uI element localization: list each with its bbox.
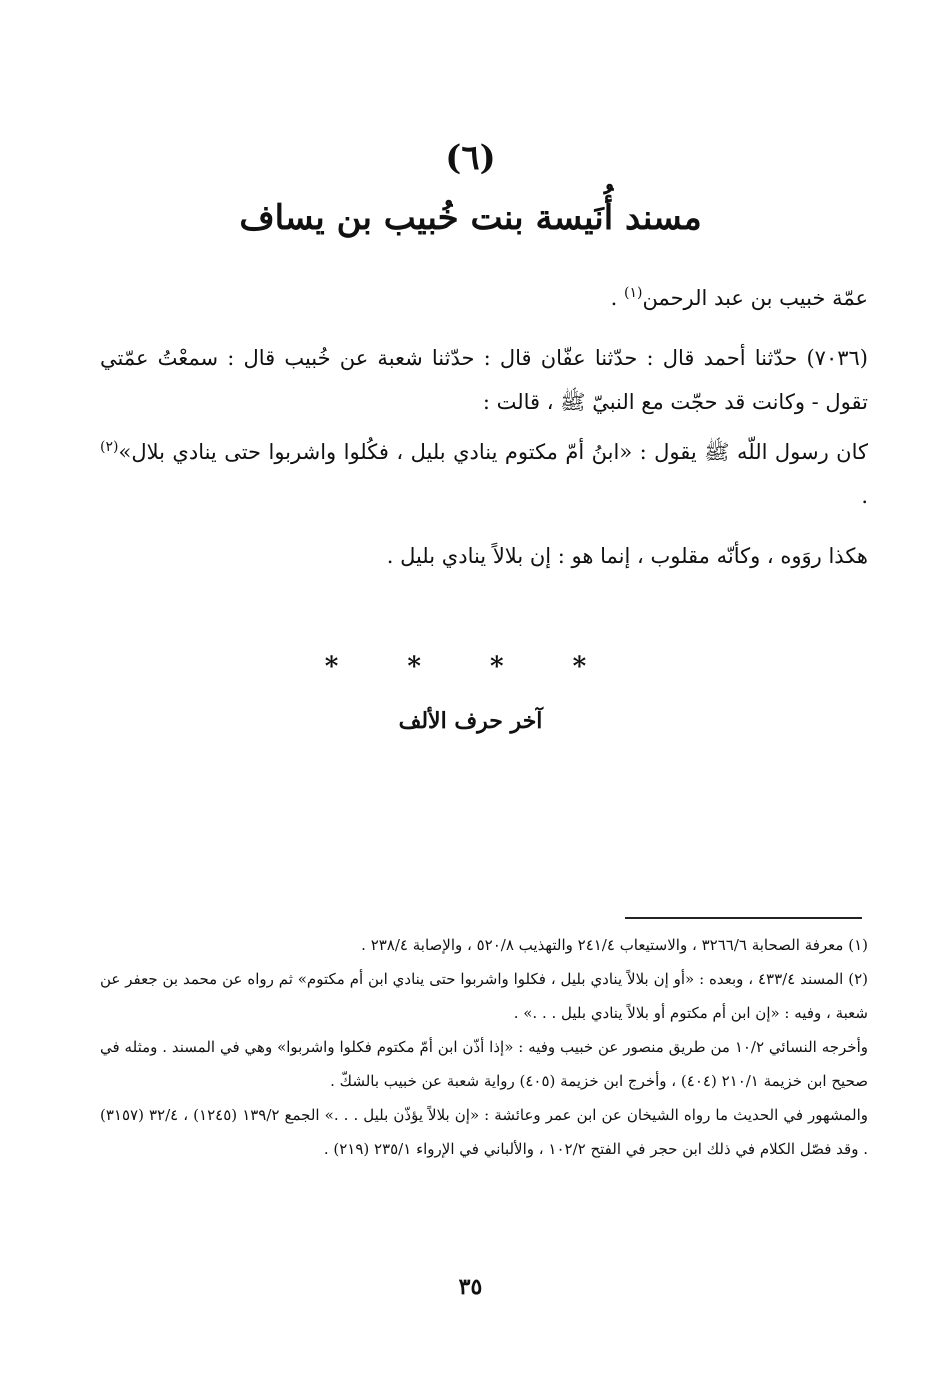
hadith-matn	[100, 430, 868, 518]
hadith-matn-text: كان رسول اللّه ﷺ يقول : «ابنُ أمّ مكتوم ينادي بليل ، فكُلوا واشربوا حتى ينادي بلال»	[118, 440, 868, 464]
intro-end: .	[610, 286, 624, 310]
chapter-number: (٦)	[445, 138, 496, 178]
section-end-heading: آخر حرف الألف	[398, 708, 543, 734]
footnote-ref-2[interactable]: (٢)	[100, 439, 119, 455]
intro-text: عمّة خبيب بن عبد الرحمن	[642, 286, 868, 310]
chapter-title: مسند أُنَيسة بنت خُبيب بن يساف	[239, 198, 702, 238]
intro-paragraph	[100, 276, 868, 320]
footnote-ref-1[interactable]: (١)	[623, 285, 643, 301]
footnote-2-continued: والمشهور في الحديث ما رواه الشيخان عن ابن عمر وعائشة : «إن بلالاً يؤذّن بليل . . .» الجمع ١٣٩/٢ (١٢٤٥) ، ٣٢/٤ (٣١٥٧) . وقد فصّل الكلام في ذلك ابن حجر في الفتح ١٠٢/٢ ، والألباني في الإرواء ٢٣٥/١ (٢١٩) .	[100, 1106, 869, 1158]
hadith-comment: هكذا روَوه ، وكأنّه مقلوب ، إنما هو : إن بلالاً ينادي بليل .	[386, 544, 868, 568]
hadith-matn-end: .	[861, 484, 868, 508]
footnote-divider	[625, 917, 862, 919]
page-number: ٣٥	[458, 1274, 483, 1300]
footnotes	[100, 928, 868, 1166]
section-separator: * * * *	[324, 652, 617, 682]
hadith-isnad: (٧٠٣٦) حدّثنا أحمد قال : حدّثنا عفّان قال : حدّثنا شعبة عن خُبيب قال : سمعْتُ عمّتي تقول - وكانت قد حجّت مع النبيّ ﷺ ، قالت :	[100, 346, 868, 414]
footnote-1: (١) معرفة الصحابة ٣٢٦٦/٦ ، والاستيعاب ٢٤١/٤ والتهذيب ٥٢٠/٨ ، والإصابة ٢٣٨/٤ .	[361, 936, 868, 954]
footnote-2-continued: وأخرجه النسائي ١٠/٢ من طريق منصور عن خبيب وفيه : «إذا أذّن ابن أمّ مكتوم فكلوا واشربوا» وهي في المسند . ومثله في صحيح ابن خزيمة ٢١٠/١ (٤٠٤) ، وأخرج ابن خزيمة (٤٠٥) رواية شعبة عن خبيب بالشكّ .	[100, 1038, 868, 1090]
footnote-2: (٢) المسند ٤٣٣/٤ ، وبعده : «أو إن بلالاً ينادي بليل ، فكلوا واشربوا حتى ينادي ابن أم مكتوم» ثم رواه عن محمد بن جعفر عن شعبة ، وفيه : «إن ابن أم مكتوم أو بلالاً ينادي بليل . . .» .	[100, 970, 868, 1022]
